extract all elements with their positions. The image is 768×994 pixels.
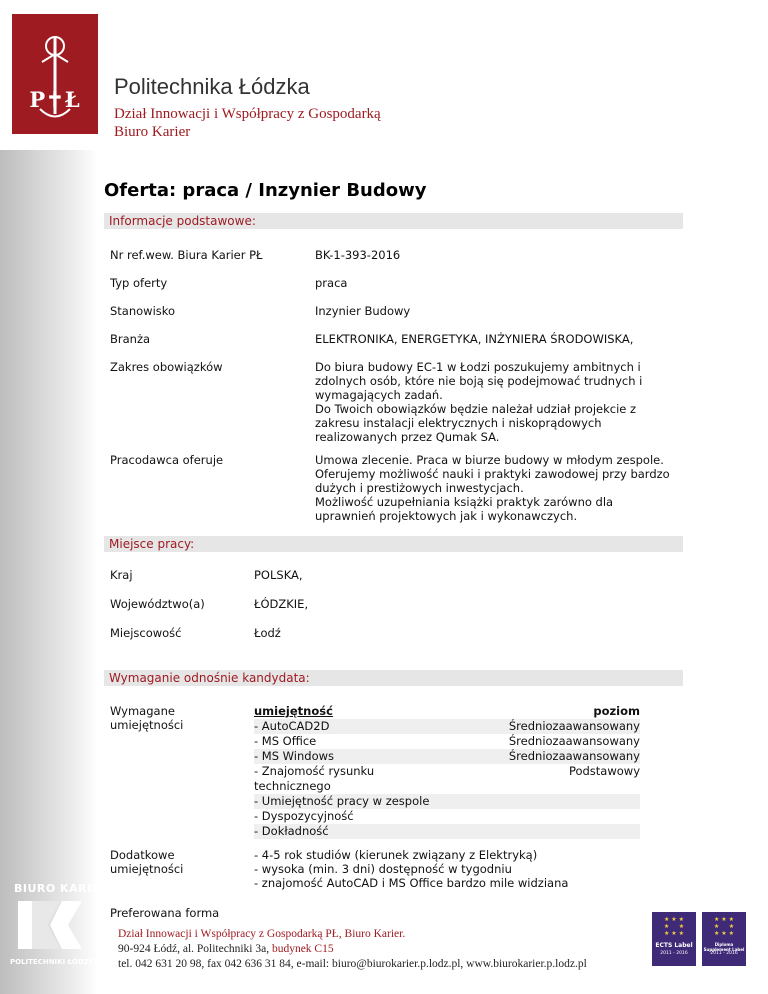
skills-label-line: umiejętności bbox=[110, 718, 184, 732]
skill-level: Średniozaawansowany bbox=[508, 719, 640, 733]
field-value-country: POLSKA, bbox=[254, 568, 303, 582]
field-label-industry: Branża bbox=[110, 332, 151, 346]
university-logo bbox=[12, 14, 98, 134]
badge-sub: 2011 - 2016 bbox=[660, 951, 688, 956]
skills-header-level: poziom bbox=[593, 704, 640, 718]
field-value-offer bbox=[315, 453, 685, 523]
skills-row bbox=[254, 764, 640, 794]
torch-icon bbox=[12, 14, 98, 134]
skills-row bbox=[254, 749, 640, 764]
skills-table bbox=[254, 704, 640, 839]
skill-level: Średniozaawansowany bbox=[508, 749, 640, 763]
sidebar-top-label: BIURO KARIER bbox=[14, 882, 109, 895]
bk-logo-icon bbox=[12, 897, 96, 953]
field-value-industry: ELEKTRONIKA, ENERGETYKA, INŻYNIERA ŚRODOWISKA, bbox=[315, 332, 634, 346]
extra-skills bbox=[254, 848, 568, 890]
extra-line: - wysoka (min. 3 dni) dostępność w tygodniu bbox=[254, 862, 512, 876]
skill-name: - Dyspozycyjność bbox=[254, 809, 354, 823]
department-name: Dział Innowacji i Współpracy z Gospodarką bbox=[114, 106, 381, 122]
field-value-ref: BK-1-393-2016 bbox=[315, 248, 401, 262]
offer-line: Możliwość uzupełniania książki praktyk zarówno dla bbox=[315, 495, 614, 509]
extra-label-line: Dodatkowe bbox=[110, 848, 175, 862]
skill-name: - MS Windows bbox=[254, 749, 335, 763]
footer-building: budynek C15 bbox=[271, 943, 334, 955]
sidebar-gradient bbox=[0, 150, 98, 994]
badge-caption: Diploma Supplement Label bbox=[703, 942, 745, 952]
duties-line: Do biura budowy EC-1 w Łodzi poszukujemy ambitnych i bbox=[315, 360, 641, 374]
field-label-ref: Nr ref.wew. Biura Karier PŁ bbox=[110, 248, 263, 262]
duties-line: wymagających zadań. bbox=[315, 388, 443, 402]
duties-line: zdolnych osób, które nie boją się podejmować trudnych i bbox=[315, 374, 643, 388]
skill-level: Średniozaawansowany bbox=[508, 734, 640, 748]
field-value-voivodeship: ŁÓDZKIE, bbox=[254, 597, 309, 611]
field-value-position: Inzynier Budowy bbox=[315, 304, 411, 318]
field-value-city: Łodź bbox=[254, 626, 281, 640]
field-label-type: Typ oferty bbox=[110, 276, 168, 290]
skills-row bbox=[254, 734, 640, 749]
offer-line: uprawnień projektowych jak i wykonawczych. bbox=[315, 509, 578, 523]
field-value-duties bbox=[315, 360, 685, 444]
university-name: Politechnika Łódzka bbox=[114, 74, 310, 99]
skills-header-row bbox=[254, 704, 640, 719]
skill-name: - AutoCAD2D bbox=[254, 719, 330, 733]
footer-department: Dział Innowacji i Współpracy z Gospodarką PŁ, Biuro Karier. bbox=[118, 928, 406, 940]
duties-line: realizowanych przez Qumak SA. bbox=[315, 430, 500, 444]
skills-row bbox=[254, 809, 640, 824]
field-label-voivodeship: Województwo(a) bbox=[110, 597, 205, 611]
eu-stars-icon: ★ ★ ★ ★ ★ ★ ★ ★ bbox=[663, 916, 685, 937]
field-label-offer: Pracodawca oferuje bbox=[110, 453, 224, 467]
skill-name: - MS Office bbox=[254, 734, 317, 748]
section-heading-place: Miejsce pracy: bbox=[104, 536, 683, 552]
extra-line: - 4-5 rok studiów (kierunek związany z Elektryką) bbox=[254, 848, 538, 862]
eu-stars-icon: ★ ★ ★ ★ ★ ★ ★ ★ bbox=[713, 916, 735, 937]
section-heading-basic: Informacje podstawowe: bbox=[104, 213, 683, 229]
footer-address: 90-924 Łódź, al. Politechniki 3a, bbox=[118, 943, 272, 955]
skills-header-skill: umiejętność bbox=[254, 704, 333, 718]
office-name: Biuro Karier bbox=[114, 124, 191, 140]
offer-line: Oferujemy możliwość nauki i praktyki zawodowej przy bardzo bbox=[315, 467, 670, 481]
badge-caption: ECTS Label bbox=[655, 942, 693, 949]
field-label-duties: Zakres obowiązków bbox=[110, 360, 223, 374]
footer-line-2 bbox=[118, 943, 334, 955]
duties-line: zakresu instalacji elektrycznych i niskoprądowych bbox=[315, 416, 602, 430]
skills-row bbox=[254, 719, 640, 734]
skill-name: - Umiejętność pracy w zespole bbox=[254, 794, 430, 808]
logo-monogram: P✝Ł bbox=[29, 87, 81, 112]
field-label-skills bbox=[110, 704, 183, 732]
field-label-country: Kraj bbox=[110, 568, 133, 582]
skills-label-line: Wymagane bbox=[110, 704, 175, 718]
offer-line: dużych i prestiżowych inwestycjach. bbox=[315, 481, 524, 495]
page-title: Oferta: praca / Inzynier Budowy bbox=[104, 180, 427, 201]
footer-line-3: tel. 042 631 20 98, fax 042 636 31 84, e-mail: biuro@biurokarier.p.lodz.pl, www.biurokarier.p.lodz.pl bbox=[118, 958, 587, 970]
skills-row bbox=[254, 794, 640, 809]
ds-label-badge bbox=[702, 912, 746, 966]
section-heading-requirements: Wymaganie odnośnie kandydata: bbox=[104, 670, 683, 686]
field-value-type: praca bbox=[315, 276, 348, 290]
skill-name: - Dokładność bbox=[254, 824, 329, 838]
badge-sub: 2011 - 2016 bbox=[710, 951, 738, 956]
extra-line: - znajomość AutoCAD i MS Office bardzo mile widziana bbox=[254, 876, 569, 890]
ects-label-badge bbox=[652, 912, 696, 966]
field-label-preferred: Preferowana forma bbox=[110, 906, 220, 920]
skill-name: - Znajomość rysunku technicznego bbox=[254, 764, 375, 793]
duties-line: Do Twoich obowiązków będzie należał udział projekcie z bbox=[315, 402, 637, 416]
skill-level: Podstawowy bbox=[568, 764, 640, 778]
extra-label-line: umiejętności bbox=[110, 862, 184, 876]
sidebar-bottom-label: POLITECHNIKI ŁÓDZKIEJ bbox=[10, 958, 105, 966]
field-label-city: Miejscowość bbox=[110, 626, 182, 640]
offer-line: Umowa zlecenie. Praca w biurze budowy w młodym zespole. bbox=[315, 453, 664, 467]
field-label-extra bbox=[110, 848, 183, 876]
skills-row bbox=[254, 824, 640, 839]
footer-line-1 bbox=[118, 928, 405, 940]
field-label-position: Stanowisko bbox=[110, 304, 176, 318]
